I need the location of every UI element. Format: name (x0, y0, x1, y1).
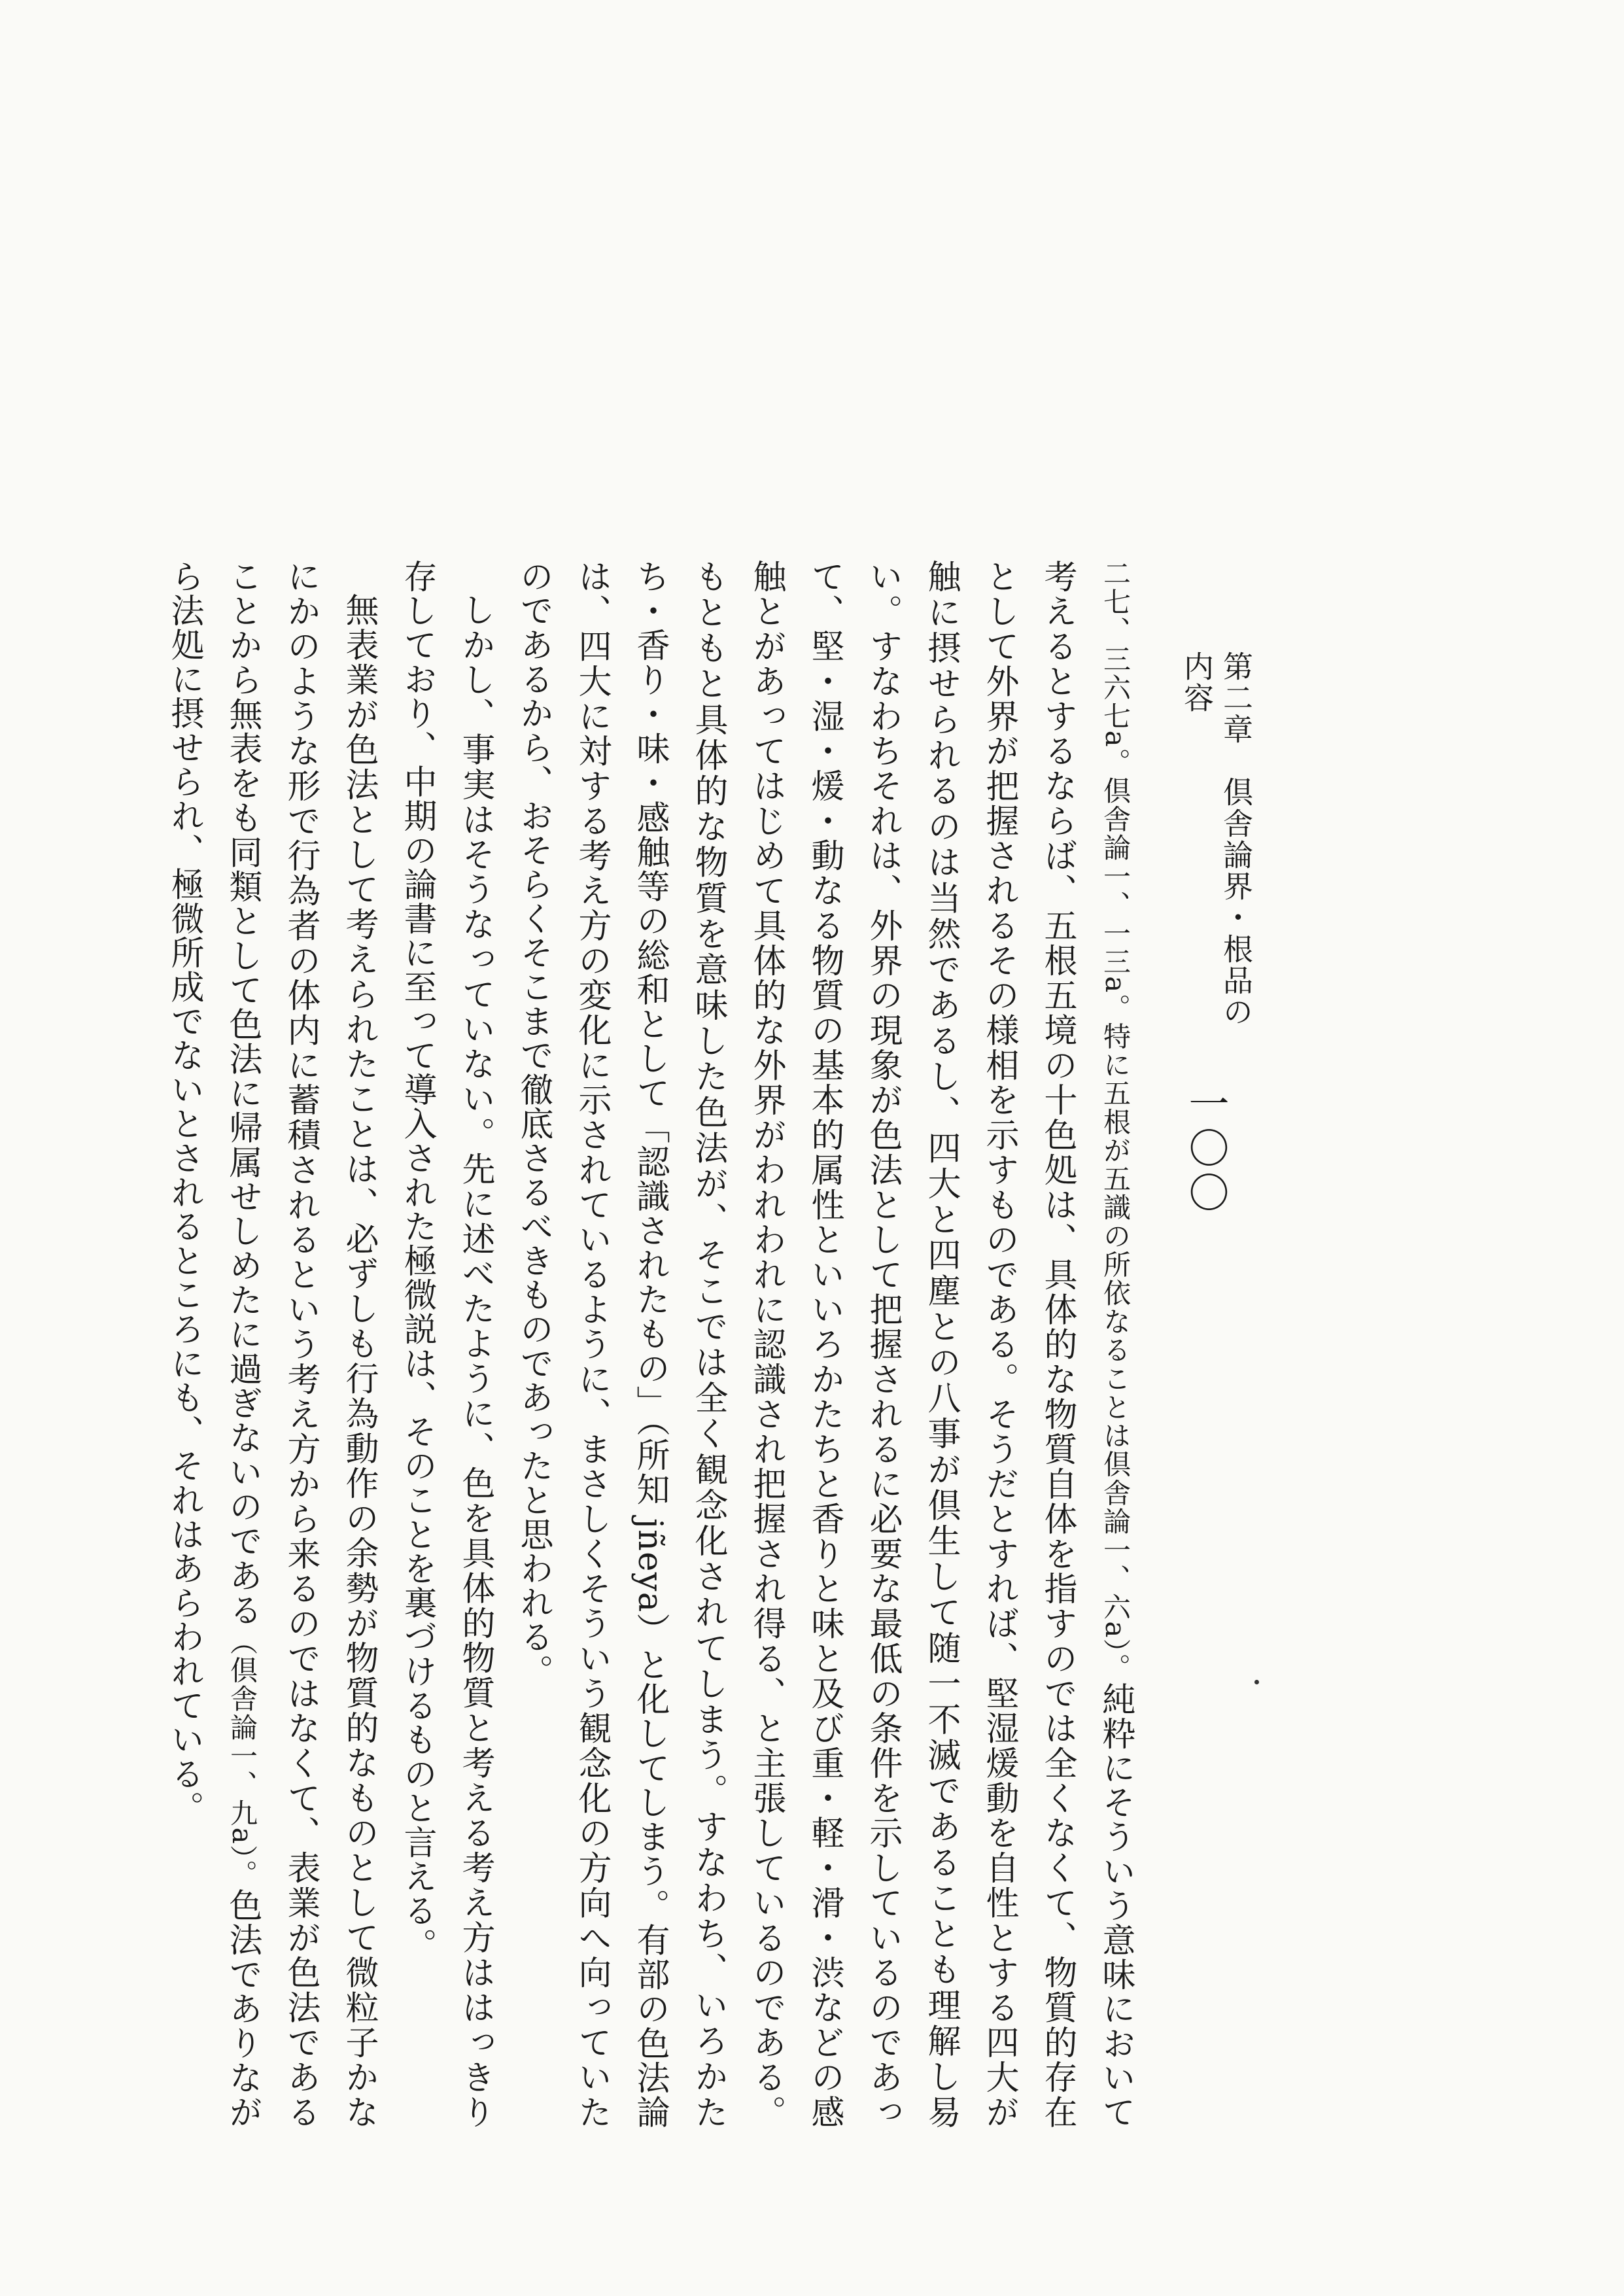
paragraph-text: 純粋にそういう意味において考えるとするならば、五根五境の十色処は、具体的な物質自体を指すのでは全くなくて、物質的存在として外界が把握されるその様相を示すものである。そうだとすれば、堅湿煖動を自性とする四大が触に摂せられるのは当然であるし、四大と四塵との八事が倶生して随一不滅であることも理解し易い。すなわちそれは、外界の現象が色法として把握されるに必要な最低の条件を示しているのであって、堅・湿・煖・動なる物質の基本的属性といいろかたちと香りと味と及び重・軽・滑・渋などの感触とがあってはじめて具体的な外界がわれわれに認識され把握され得る、と主張しているのである。もともと具体的な物質を意味した色法が、そこでは全く観念化されてしまう。すなわち、いろかたち・香り・味・感触等の総和として「認識されたもの」（所知 jñeya）と化してしまう。有部の色法論は、四大に対する考え方の変化に示されているように、まさしくそういう観念化の方向へ向っていたのであるから、おそらくそこまで徹底さるべきものであったと思われる。 (514, 559, 1135, 2130)
inline-citation: （倶舎論一、九a）。 (226, 1627, 258, 1888)
paragraph-text: しかし、事実はそうなっていない。先に述べたように、色を具体的物質と考える考え方ははっきり存しており、中期の論書に至って導入された極微説は、そのことを裏づけるものと言える。 (398, 559, 494, 2129)
ink-speck (1254, 1680, 1259, 1684)
page-number: 一〇〇 (1182, 1083, 1230, 1216)
footnote-reference: 二七、三六七a。倶舎論一、一三a。特に五根が五識の所依なることは倶舎論一、六a）。 (1099, 559, 1132, 1682)
paragraph-1 (504, 559, 1145, 2129)
body-text (165, 559, 1145, 2130)
paragraph-text: 色法でありながら法処に摂せられ、極微所成でないとされるところにも、それはあらわれている。 (165, 559, 262, 2129)
paragraph-text: 無表業が色法として考えられたことは、必ずしも行為動作の余勢が物質的なものとして微粒子かなにかのような形で行為者の体内に蓄積されるという考え方から来るのではなくて、表業が色法であることから無表をも同類として色法に帰属せしめたに過ぎないのである (223, 559, 378, 2129)
running-head: 第二章 倶舎論界・根品の内容 (1179, 651, 1254, 1028)
paragraph-3 (155, 559, 388, 2129)
paragraph-2 (388, 559, 504, 2129)
